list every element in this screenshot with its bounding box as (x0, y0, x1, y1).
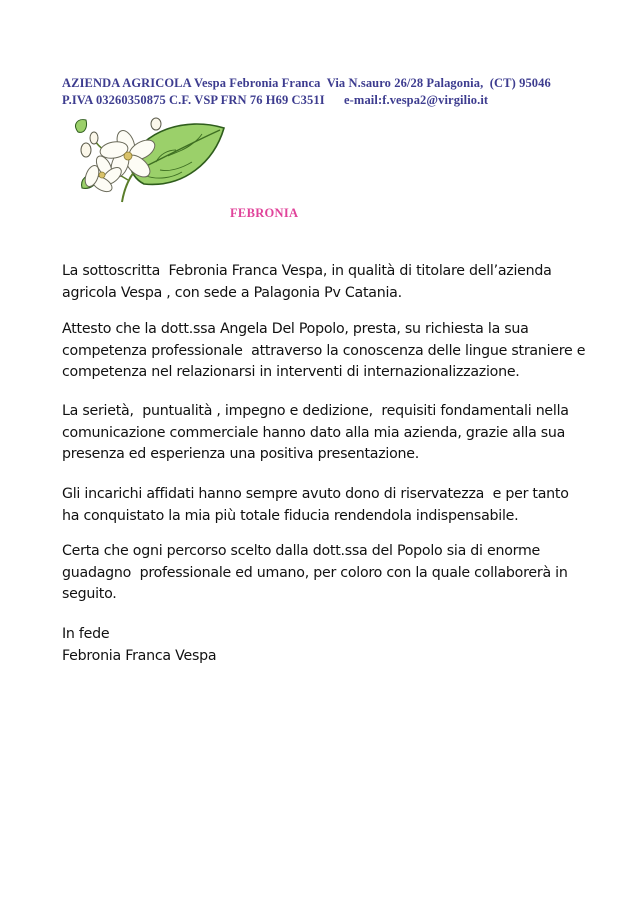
paragraph-line: comunicazione commerciale hanno dato alla mia azienda, grazie alla sua (62, 424, 566, 441)
company-tax-email-line: P.IVA 03260350875 C.F. VSP FRN 76 H69 C351I e-mail:f.vespa2@virgilio.it (62, 93, 489, 107)
paragraph-line: competenza nel relazionarsi in interventi di internazionalizzazione. (62, 364, 520, 380)
brand-name: FEBRONIA (230, 206, 299, 220)
company-address-line: AZIENDA AGRICOLA Vespa Febronia Franca Via N.sauro 26/28 Palagonia, (CT) 95046 (62, 76, 551, 90)
signature-text: Febronia Franca Vespa (62, 647, 217, 664)
paragraph-line: Gli incarichi affidati hanno sempre avuto dono di riservatezza e per tanto (62, 486, 569, 502)
paragraph-line: Attesto che la dott.ssa Angela Del Popolo, presta, su richiesta la sua (62, 321, 529, 337)
orange-blossom-logo-icon (64, 110, 230, 210)
paragraph-line: La sottoscritta Febronia Franca Vespa, in qualità di titolare dell’azienda (62, 263, 552, 279)
paragraph-3 (62, 401, 582, 466)
paragraph-line: Certa che ogni percorso scelto dalla dott.ssa del Popolo sia di enorme (62, 543, 541, 559)
paragraph-line: La serietà, puntualità , impegno e dedizione, requisiti fondamentali nella (62, 403, 569, 419)
paragraph-line: ha conquistato la mia più totale fiducia rendendola indispensabile. (62, 507, 519, 524)
paragraph-line: guadagno professionale ed umano, per coloro con la quale collaborerà in (62, 564, 568, 581)
paragraph-5 (62, 541, 582, 606)
closing-block (62, 624, 582, 667)
paragraph-line: agricola Vespa , con sede a Palagonia Pv Catania. (62, 284, 402, 301)
paragraph-line: seguito. (62, 586, 117, 602)
paragraph-line: competenza professionale attraverso la conoscenza delle lingue straniere e (62, 342, 586, 359)
paragraph-line: presenza ed esperienza una positiva presentazione. (62, 446, 419, 462)
closing-text: In fede (62, 626, 110, 642)
paragraph-4 (62, 484, 582, 527)
paragraph-2 (62, 319, 586, 384)
paragraph-1 (62, 261, 582, 304)
